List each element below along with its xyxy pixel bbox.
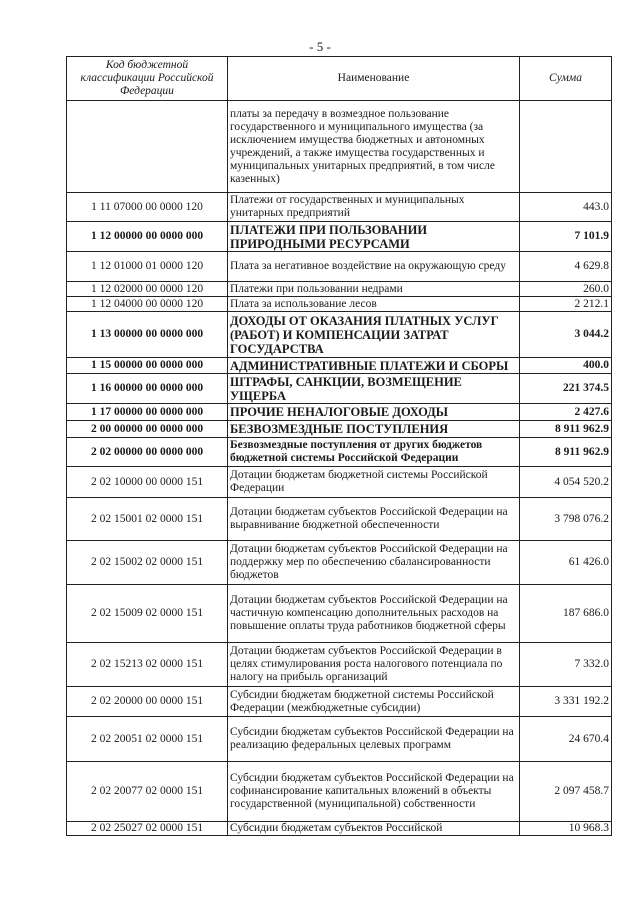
row-name: Безвозмездные поступления от других бюджетов бюджетной системы Российской Федерации [228, 438, 520, 467]
row-sum: 2 097 458.7 [520, 762, 612, 822]
row-code: 2 02 15001 02 0000 151 [67, 498, 228, 541]
row-sum: 7 101.9 [520, 222, 612, 252]
row-code: 1 16 00000 00 0000 000 [67, 374, 228, 404]
row-code: 2 02 20051 02 0000 151 [67, 717, 228, 762]
row-name: Дотации бюджетам бюджетной системы Российской Федерации [228, 467, 520, 498]
table-row [67, 101, 612, 193]
table-row [67, 297, 612, 312]
row-sum: 3 044.2 [520, 312, 612, 358]
row-name: Платежи от государственных и муниципальных унитарных предприятий [228, 193, 520, 222]
table-row [67, 822, 612, 836]
table-row [67, 358, 612, 374]
table-row [67, 762, 612, 822]
row-sum: 443.0 [520, 193, 612, 222]
row-sum [520, 101, 612, 193]
row-name: платы за передачу в возмездное пользование государственного и муниципального имущества (за исключением имущества бюджетных и автономных учреждений, а также имущества государственных и муниципальных унитарных предприятий, в том числе казенных) [228, 101, 520, 193]
table-row [67, 421, 612, 438]
row-code: 2 02 10000 00 0000 151 [67, 467, 228, 498]
row-code: 2 02 00000 00 0000 000 [67, 438, 228, 467]
table-row [67, 585, 612, 643]
row-name: Дотации бюджетам субъектов Российской Федерации на частичную компенсацию дополнительных расходов на повышение оплаты труда работников бюджетной сферы [228, 585, 520, 643]
table-row [67, 498, 612, 541]
row-name: Субсидии бюджетам субъектов Российской [228, 822, 520, 836]
row-code: 1 11 07000 00 0000 120 [67, 193, 228, 222]
row-name: Плата за негативное воздействие на окружающую среду [228, 252, 520, 282]
table-row [67, 282, 612, 297]
row-name: Дотации бюджетам субъектов Российской Федерации в целях стимулирования роста налогового потенциала по налогу на прибыль организаций [228, 643, 520, 687]
row-sum: 8 911 962.9 [520, 438, 612, 467]
row-code [67, 101, 228, 193]
row-name: Субсидии бюджетам субъектов Российской Федерации на реализацию федеральных целевых программ [228, 717, 520, 762]
row-name: ДОХОДЫ ОТ ОКАЗАНИЯ ПЛАТНЫХ УСЛУГ (РАБОТ) И КОМПЕНСАЦИИ ЗАТРАТ ГОСУДАРСТВА [228, 312, 520, 358]
row-sum: 187 686.0 [520, 585, 612, 643]
row-name: Дотации бюджетам субъектов Российской Федерации на поддержку мер по обеспечению сбалансированности бюджетов [228, 541, 520, 585]
row-sum: 61 426.0 [520, 541, 612, 585]
row-sum: 4 629.8 [520, 252, 612, 282]
table-row [67, 541, 612, 585]
row-name: Дотации бюджетам субъектов Российской Федерации на выравнивание бюджетной обеспеченности [228, 498, 520, 541]
row-code: 2 02 15213 02 0000 151 [67, 643, 228, 687]
page-number: - 5 - [309, 39, 331, 54]
table-row [67, 312, 612, 358]
row-sum: 2 212.1 [520, 297, 612, 312]
row-sum: 7 332.0 [520, 643, 612, 687]
row-sum: 221 374.5 [520, 374, 612, 404]
row-code: 2 02 15009 02 0000 151 [67, 585, 228, 643]
table-row [67, 687, 612, 717]
table-row [67, 193, 612, 222]
row-name: АДМИНИСТРАТИВНЫЕ ПЛАТЕЖИ И СБОРЫ [228, 358, 520, 374]
header-name: Наименование [228, 57, 520, 101]
row-code: 2 02 20000 00 0000 151 [67, 687, 228, 717]
table-row [67, 252, 612, 282]
header-code: Код бюджетной классификации Российской Федерации [67, 57, 228, 101]
row-code: 2 02 25027 02 0000 151 [67, 822, 228, 836]
row-name: БЕЗВОЗМЕЗДНЫЕ ПОСТУПЛЕНИЯ [228, 421, 520, 438]
table-row [67, 643, 612, 687]
row-code: 2 02 15002 02 0000 151 [67, 541, 228, 585]
row-sum: 4 054 520.2 [520, 467, 612, 498]
row-sum: 2 427.6 [520, 404, 612, 421]
row-code: 1 15 00000 00 0000 000 [67, 358, 228, 374]
row-name: ПРОЧИЕ НЕНАЛОГОВЫЕ ДОХОДЫ [228, 404, 520, 421]
row-sum: 8 911 962.9 [520, 421, 612, 438]
table-row [67, 404, 612, 421]
header-sum: Сумма [520, 57, 612, 101]
row-code: 1 13 00000 00 0000 000 [67, 312, 228, 358]
row-code: 1 12 04000 00 0000 120 [67, 297, 228, 312]
row-sum: 260.0 [520, 282, 612, 297]
table-row [67, 222, 612, 252]
row-sum: 3 331 192.2 [520, 687, 612, 717]
row-name: Субсидии бюджетам бюджетной системы Российской Федерации (межбюджетные субсидии) [228, 687, 520, 717]
table-row [67, 374, 612, 404]
table-row [67, 438, 612, 467]
row-name: ШТРАФЫ, САНКЦИИ, ВОЗМЕЩЕНИЕ УЩЕРБА [228, 374, 520, 404]
row-sum: 3 798 076.2 [520, 498, 612, 541]
row-code: 1 17 00000 00 0000 000 [67, 404, 228, 421]
row-code: 2 00 00000 00 0000 000 [67, 421, 228, 438]
header-row [67, 57, 612, 101]
row-code: 1 12 02000 00 0000 120 [67, 282, 228, 297]
row-code: 1 12 01000 01 0000 120 [67, 252, 228, 282]
budget-table [66, 56, 612, 836]
row-sum: 400.0 [520, 358, 612, 374]
row-sum: 24 670.4 [520, 717, 612, 762]
row-code: 1 12 00000 00 0000 000 [67, 222, 228, 252]
row-name: Субсидии бюджетам субъектов Российской Федерации на софинансирование капитальных вложений в объекты государственной (муниципальной) собственности [228, 762, 520, 822]
table-row [67, 717, 612, 762]
row-sum: 10 968.3 [520, 822, 612, 836]
row-name: Плата за использование лесов [228, 297, 520, 312]
table-row [67, 467, 612, 498]
row-name: ПЛАТЕЖИ ПРИ ПОЛЬЗОВАНИИ ПРИРОДНЫМИ РЕСУРСАМИ [228, 222, 520, 252]
row-code: 2 02 20077 02 0000 151 [67, 762, 228, 822]
row-name: Платежи при пользовании недрами [228, 282, 520, 297]
